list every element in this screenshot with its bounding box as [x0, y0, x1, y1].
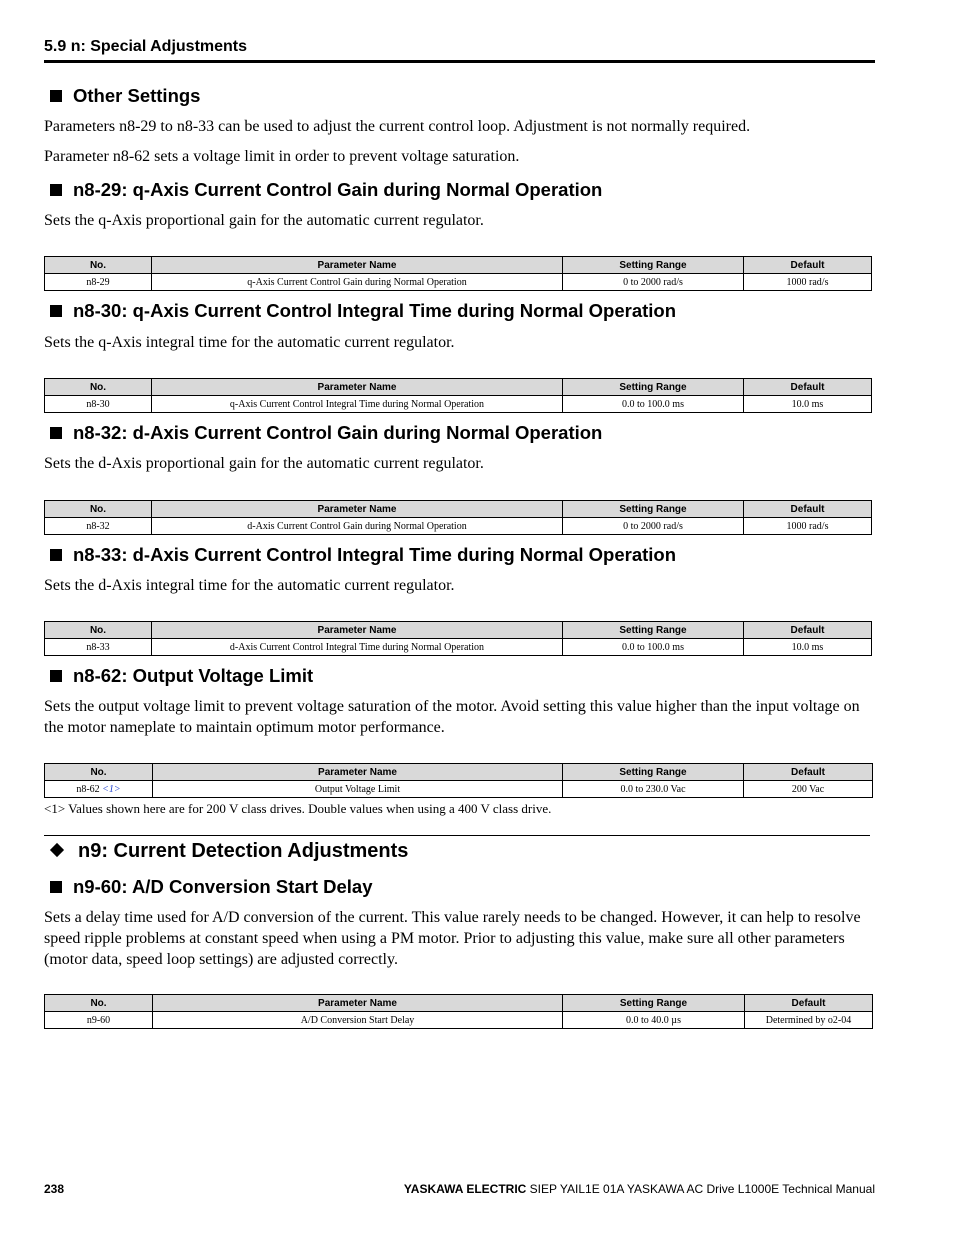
table-row: [45, 1012, 873, 1029]
parameter-table-n8-32: [44, 500, 872, 535]
cell-range: 0 to 2000 rad/s: [563, 518, 744, 535]
cell-no: n8-29: [45, 274, 152, 291]
cell-name: Output Voltage Limit: [153, 781, 563, 798]
col-header-no: No.: [45, 995, 153, 1012]
parameter-table-n8-30: [44, 378, 872, 413]
cell-range: 0.0 to 40.0 µs: [563, 1012, 745, 1029]
cell-name: A/D Conversion Start Delay: [153, 1012, 563, 1029]
cell-no: n8-33: [45, 639, 152, 656]
parameter-table-n8-62: [44, 763, 873, 798]
square-bullet-icon: [50, 90, 62, 102]
cell-range: 0.0 to 100.0 ms: [563, 396, 744, 413]
col-header-range: Setting Range: [563, 622, 744, 639]
paragraph: Sets the output voltage limit to prevent voltage saturation of the motor. Avoid setting this value higher than the input voltage on the motor nameplate to maintain optimum motor performance.: [44, 698, 860, 736]
parameter-table-n9-60: [44, 994, 873, 1029]
col-header-name: Parameter Name: [153, 764, 563, 781]
heading-text: Other Settings: [73, 85, 201, 106]
heading-text: n9-60: A/D Conversion Start Delay: [73, 876, 373, 897]
heading-text: n9: Current Detection Adjustments: [78, 840, 409, 862]
table-header-row: [45, 995, 873, 1012]
other-settings-heading: [44, 85, 200, 107]
cell-range: 0.0 to 100.0 ms: [563, 639, 744, 656]
cell-name: q-Axis Current Control Gain during Normal Operation: [152, 274, 563, 291]
col-header-no: No.: [45, 501, 152, 518]
col-header-no: No.: [45, 257, 152, 274]
footer-doc-info: [404, 1182, 875, 1197]
col-header-no: No.: [45, 764, 153, 781]
n9-60-heading: [44, 876, 373, 898]
col-header-name: Parameter Name: [153, 995, 563, 1012]
square-bullet-icon: [50, 549, 62, 561]
table-row: [45, 396, 872, 413]
cell-default: 1000 rad/s: [744, 274, 872, 291]
table-row: [45, 518, 872, 535]
col-header-name: Parameter Name: [152, 379, 563, 396]
col-header-default: Default: [744, 764, 873, 781]
cell-no: n9-60: [45, 1012, 153, 1029]
col-header-name: Parameter Name: [152, 257, 563, 274]
cell-no: [45, 781, 153, 798]
col-header-default: Default: [744, 379, 872, 396]
cell-name: d-Axis Current Control Integral Time during Normal Operation: [152, 639, 563, 656]
param-number: n8-62: [76, 783, 100, 795]
table-header-row: [45, 764, 873, 781]
page-number: 238: [44, 1182, 65, 1196]
paragraph: Parameter n8-62 sets a voltage limit in order to prevent voltage saturation.: [44, 148, 520, 165]
table-row: [45, 781, 873, 798]
cell-name: d-Axis Current Control Gain during Normal Operation: [152, 518, 563, 535]
diamond-bullet-icon: [50, 843, 64, 857]
square-bullet-icon: [50, 881, 62, 893]
col-header-name: Parameter Name: [152, 622, 563, 639]
n8-30-heading: [44, 300, 676, 322]
paragraph: Parameters n8-29 to n8-33 can be used to adjust the current control loop. Adjustment is not normally required.: [44, 118, 751, 135]
heading-text: n8-33: d-Axis Current Control Integral Time during Normal Operation: [73, 544, 677, 565]
n8-62-heading: [44, 665, 313, 687]
section-header: [44, 37, 875, 63]
paragraph: Sets the q-Axis proportional gain for the automatic current regulator.: [44, 212, 484, 229]
cell-no: n8-30: [45, 396, 152, 413]
n9-heading: [44, 839, 408, 863]
square-bullet-icon: [50, 305, 62, 317]
col-header-range: Setting Range: [563, 501, 744, 518]
cell-default: Determined by o2-04: [745, 1012, 873, 1029]
col-header-name: Parameter Name: [152, 501, 563, 518]
section-title: 5.9 n: Special Adjustments: [44, 38, 248, 55]
col-header-no: No.: [45, 622, 152, 639]
table-header-row: [45, 379, 872, 396]
n8-33-heading: [44, 544, 676, 566]
square-bullet-icon: [50, 427, 62, 439]
heading-text: n8-62: Output Voltage Limit: [73, 665, 314, 686]
col-header-range: Setting Range: [563, 257, 744, 274]
n8-32-heading: [44, 422, 602, 444]
heading-text: n8-29: q-Axis Current Control Gain during Normal Operation: [73, 179, 603, 200]
table-header-row: [45, 622, 872, 639]
paragraph: Sets the q-Axis integral time for the automatic current regulator.: [44, 334, 455, 351]
table-row: [45, 639, 872, 656]
cell-name: q-Axis Current Control Integral Time during Normal Operation: [152, 396, 563, 413]
cell-no: n8-32: [45, 518, 152, 535]
paragraph: Sets the d-Axis integral time for the automatic current regulator.: [44, 577, 455, 594]
footer-brand: YASKAWA ELECTRIC: [403, 1182, 527, 1196]
heading-text: n8-30: q-Axis Current Control Integral Time during Normal Operation: [73, 300, 677, 321]
square-bullet-icon: [50, 670, 62, 682]
divider: [44, 835, 870, 836]
col-header-no: No.: [45, 379, 152, 396]
col-header-range: Setting Range: [563, 995, 745, 1012]
col-header-range: Setting Range: [563, 379, 744, 396]
square-bullet-icon: [50, 184, 62, 196]
footnote: <1> Values shown here are for 200 V class drives. Double values when using a 400 V class drive.: [44, 801, 552, 816]
col-header-default: Default: [744, 622, 872, 639]
cell-default: 200 Vac: [744, 781, 873, 798]
paragraph: Sets the d-Axis proportional gain for the automatic current regulator.: [44, 455, 484, 472]
parameter-table-n8-29: [44, 256, 872, 291]
table-header-row: [45, 257, 872, 274]
parameter-table-n8-33: [44, 621, 872, 656]
n8-29-heading: [44, 179, 602, 201]
col-header-default: Default: [744, 501, 872, 518]
footer-doc-title: SIEP YAIL1E 01A YASKAWA AC Drive L1000E Technical Manual: [526, 1182, 875, 1196]
table-row: [45, 274, 872, 291]
cell-default: 10.0 ms: [744, 396, 872, 413]
cell-range: 0.0 to 230.0 Vac: [563, 781, 744, 798]
table-header-row: [45, 501, 872, 518]
cell-default: 1000 rad/s: [744, 518, 872, 535]
col-header-default: Default: [744, 257, 872, 274]
paragraph: Sets a delay time used for A/D conversion of the current. This value rarely needs to be changed. However, it can help to resolve speed ripple problems at constant speed when using a PM motor. Prior to adjusting this value, make sure all other parameters (motor data, speed loop settings) are adjusted correctly.: [44, 909, 861, 968]
col-header-range: Setting Range: [563, 764, 744, 781]
heading-text: n8-32: d-Axis Current Control Gain during Normal Operation: [73, 422, 603, 443]
cell-range: 0 to 2000 rad/s: [563, 274, 744, 291]
footnote-ref-link[interactable]: <1>: [102, 783, 121, 795]
col-header-default: Default: [745, 995, 873, 1012]
cell-default: 10.0 ms: [744, 639, 872, 656]
